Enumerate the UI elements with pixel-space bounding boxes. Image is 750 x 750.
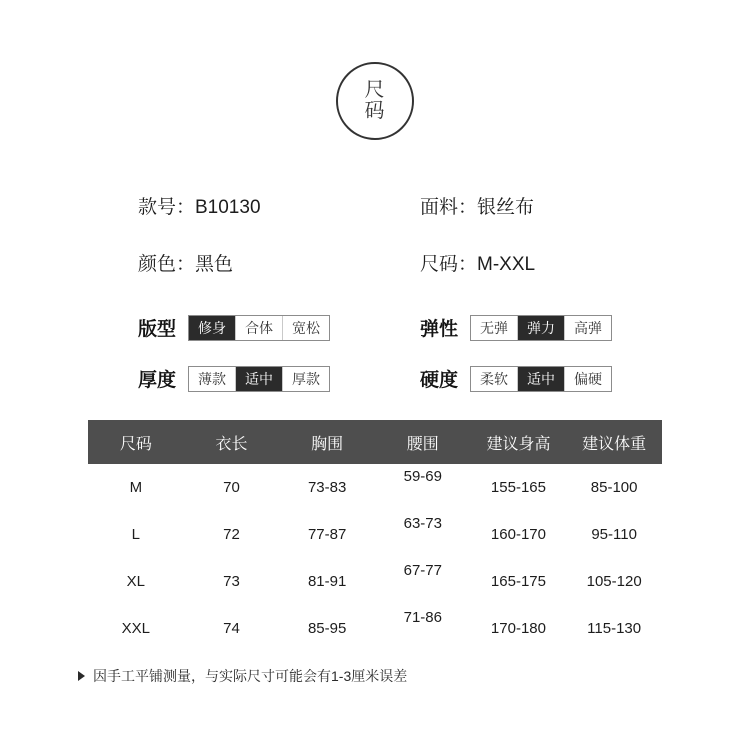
table-header-cell: 尺码 [88, 420, 184, 464]
chip-option[interactable]: 弹力 [518, 316, 565, 340]
table-cell: 59-69 [403, 468, 442, 485]
table-cell: 85-100 [590, 479, 638, 496]
table-row [88, 558, 662, 605]
table-cell: 71-86 [403, 609, 442, 626]
table-cell: 63-73 [403, 515, 442, 532]
style-number: 款号：B10130 [138, 197, 261, 218]
attribute-thickness [0, 365, 321, 392]
chip-group [470, 315, 612, 341]
chip-option[interactable]: 适中 [518, 367, 565, 391]
size-range: 尺码：M-XXL [420, 254, 536, 275]
attribute-hardness [280, 365, 750, 392]
table-row [88, 605, 662, 652]
table-cell: 170-180 [490, 620, 546, 637]
table-cell: 73-83 [307, 479, 347, 496]
chip-option[interactable]: 厚款 [292, 370, 321, 387]
triangle-bullet-icon [78, 671, 85, 681]
table-cell: 74 [223, 620, 240, 637]
measurement-note-text: 因手工平铺测量，与实际尺寸可能会有1-3厘米误差 [93, 668, 408, 684]
attribute-fit [0, 314, 321, 341]
table-header-cell: 腰围 [375, 420, 471, 464]
size-table-wrapper [0, 420, 750, 652]
attribute-label: 弹性 [420, 319, 459, 340]
table-header-row [88, 420, 662, 464]
table-row [88, 511, 662, 558]
table-cell: M [129, 479, 143, 496]
chip-option[interactable]: 适中 [236, 367, 283, 391]
table-row [88, 464, 662, 511]
info-row [0, 249, 750, 276]
table-cell: 67-77 [403, 562, 442, 579]
table-cell: 77-87 [307, 526, 347, 543]
size-badge-header [0, 0, 750, 140]
attribute-label: 厚度 [138, 370, 177, 391]
table-cell: 70 [223, 479, 240, 496]
table-cell: 73 [223, 573, 240, 590]
table-cell: 105-120 [586, 573, 642, 590]
attribute-section [0, 314, 750, 392]
table-header-cell: 衣长 [184, 420, 280, 464]
table-cell: 81-91 [307, 573, 347, 590]
size-badge [336, 62, 414, 140]
attribute-row [0, 314, 750, 341]
attribute-elasticity [280, 314, 750, 341]
badge-line-2: 码 [364, 100, 386, 122]
table-cell: L [131, 526, 140, 543]
table-header-cell: 建议体重 [566, 420, 662, 464]
chip-option[interactable]: 柔软 [471, 367, 518, 391]
table-cell: 72 [223, 526, 240, 543]
chip-option[interactable]: 修身 [189, 316, 236, 340]
size-table [88, 420, 662, 652]
chip-option[interactable]: 宽松 [292, 319, 321, 336]
table-cell: XXL [121, 620, 150, 637]
chip-option[interactable]: 高弹 [574, 319, 603, 336]
table-cell: 115-130 [587, 620, 642, 637]
table-cell: XL [126, 573, 145, 590]
chip-option[interactable]: 薄款 [189, 367, 236, 391]
table-cell: 155-165 [490, 479, 546, 496]
chip-option[interactable]: 偏硬 [574, 370, 603, 387]
attribute-label: 版型 [138, 319, 177, 340]
chip-option[interactable]: 合体 [236, 316, 283, 340]
chip-option[interactable]: 无弹 [471, 316, 518, 340]
table-cell: 95-110 [591, 526, 637, 543]
chip-group [470, 366, 612, 392]
info-row [0, 192, 750, 219]
badge-line-1: 尺 [364, 79, 386, 101]
table-cell: 160-170 [490, 526, 546, 543]
table-header-cell: 胸围 [279, 420, 375, 464]
measurement-note [0, 666, 750, 686]
table-header-cell: 建议身高 [471, 420, 567, 464]
attribute-row [0, 365, 750, 392]
table-cell: 165-175 [490, 573, 546, 590]
attribute-label: 硬度 [420, 370, 459, 391]
table-cell: 85-95 [307, 620, 347, 637]
color: 颜色：黑色 [138, 254, 234, 275]
product-info [0, 192, 750, 276]
fabric: 面料：银丝布 [420, 197, 535, 218]
